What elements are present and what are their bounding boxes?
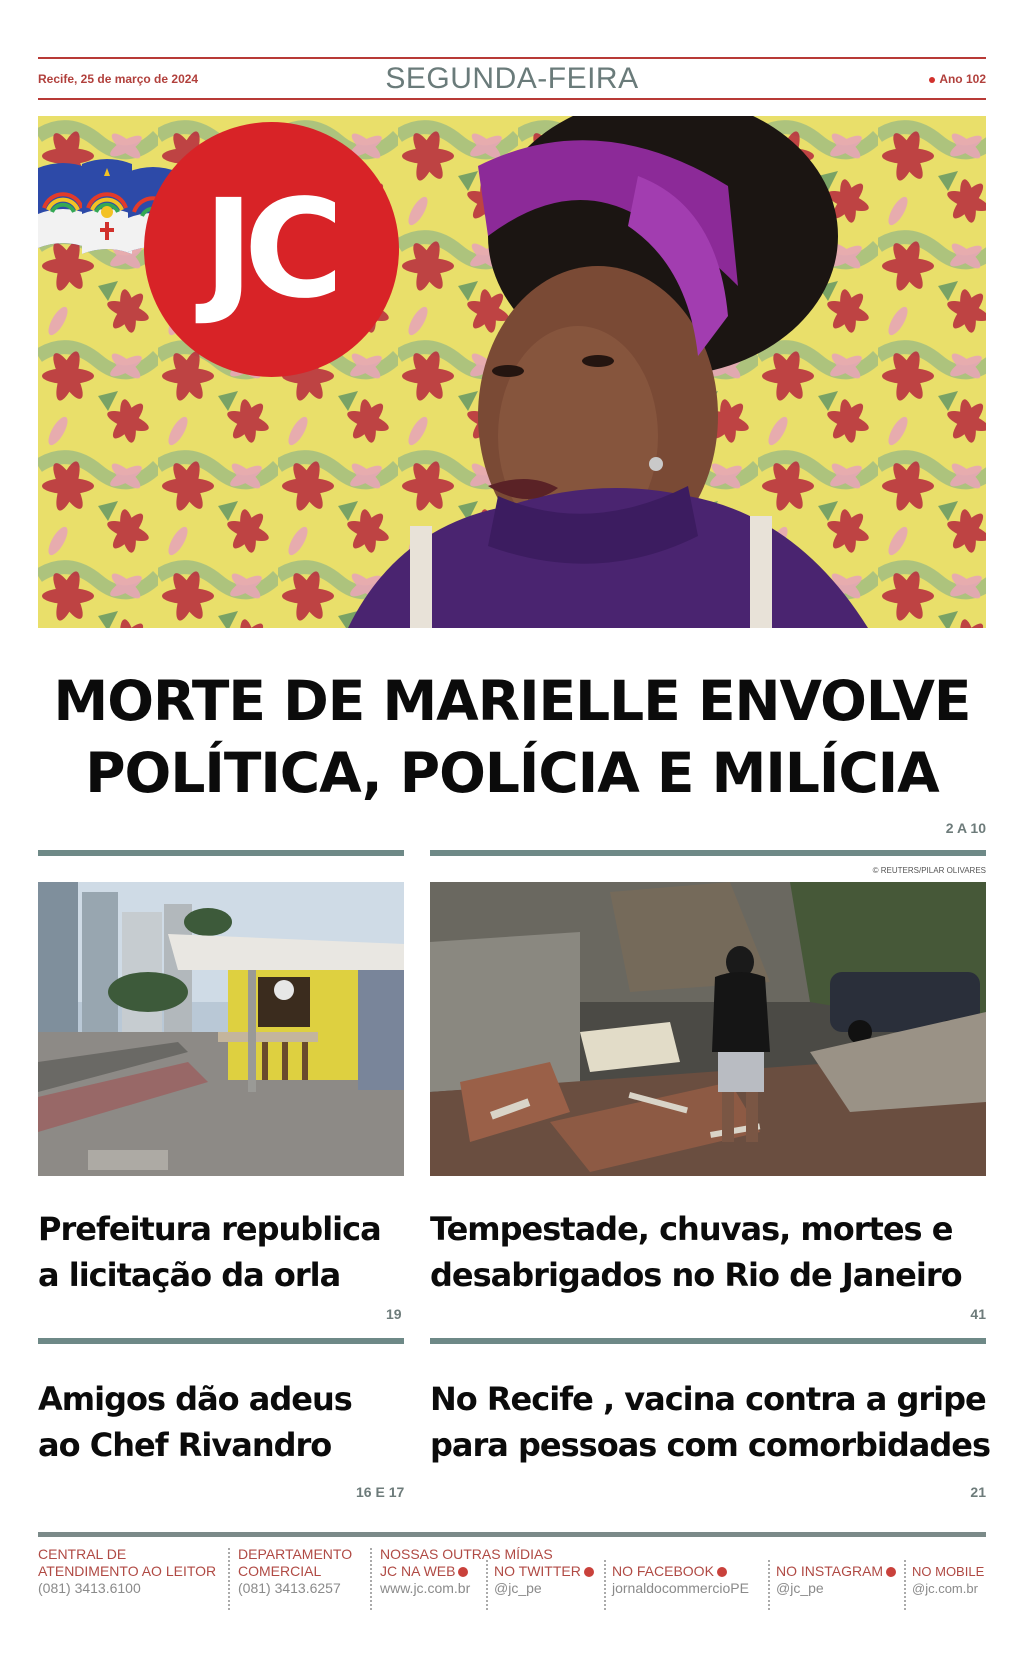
story-rio-headline (430, 1206, 962, 1298)
facebook-icon (717, 1567, 727, 1577)
footer-web-label-text: JC NA WEB (380, 1563, 456, 1579)
footer-separator (904, 1560, 906, 1610)
edition-year-text: Ano 102 (939, 72, 986, 86)
footer-rule (38, 1532, 986, 1537)
footer-instagram-label-text: NO INSTAGRAM (776, 1563, 884, 1579)
story-chef-line2: ao Chef Rivandro (38, 1426, 332, 1464)
footer-separator (370, 1548, 372, 1610)
story-orla-headline (38, 1206, 381, 1298)
story-orla-line2: a licitação da orla (38, 1256, 341, 1294)
footer-separator (768, 1560, 770, 1610)
main-headline (38, 665, 986, 809)
story-orla-pages: 19 (386, 1306, 402, 1322)
header-top-rule (38, 57, 986, 59)
jc-logo (144, 122, 399, 377)
footer-separator (486, 1560, 488, 1610)
bullet-icon (929, 77, 935, 83)
web-icon (458, 1567, 468, 1577)
footer-central-label-2: ATENDIMENTO AO LEITOR (38, 1563, 217, 1579)
footer-commercial-label-2: COMERCIAL (238, 1563, 322, 1579)
header-bottom-rule (38, 98, 986, 100)
footer-facebook (612, 1563, 749, 1597)
story-vacina-headline (430, 1376, 990, 1468)
kiosk-photo (38, 882, 404, 1176)
twitter-icon (584, 1567, 594, 1577)
footer-other-media-label: NOSSAS OUTRAS MÍDIAS (380, 1546, 553, 1562)
footer-commercial (238, 1546, 352, 1597)
footer-web-link[interactable]: www.jc.com.br (380, 1580, 471, 1596)
storm-photo (430, 882, 986, 1176)
footer-central-phone[interactable]: (081) 3413.6100 (38, 1580, 141, 1596)
jc-logo-text: JC (203, 170, 334, 329)
footer-separator (604, 1560, 606, 1610)
edition-date: Recife, 25 de março de 2024 (38, 72, 199, 86)
story-vacina-line1: No Recife , vacina contra a gripe (430, 1380, 986, 1418)
hero-photo (38, 116, 986, 628)
footer-facebook-link[interactable]: jornaldocommercioPE (612, 1580, 749, 1596)
footer-separator (228, 1548, 230, 1610)
kiosk-photo-image (38, 882, 404, 1176)
edition-year (929, 72, 986, 86)
footer-commercial-phone[interactable]: (081) 3413.6257 (238, 1580, 341, 1596)
story-rio-line1: Tempestade, chuvas, mortes e (430, 1210, 953, 1248)
photo-credit: © REUTERS/PILAR OLIVARES (872, 866, 986, 875)
section-rule-left (38, 850, 404, 856)
main-story-pages: 2 A 10 (945, 820, 986, 836)
section-rule-right (430, 850, 986, 856)
footer-central-label-1: CENTRAL DE (38, 1546, 127, 1562)
footer-instagram-link[interactable]: @jc_pe (776, 1580, 824, 1596)
story-orla-line1: Prefeitura republica (38, 1210, 381, 1248)
footer-instagram (776, 1563, 896, 1597)
footer-commercial-label-1: DEPARTAMENTO (238, 1546, 353, 1562)
footer-facebook-label (612, 1563, 749, 1580)
section-rule-right-2 (430, 1338, 986, 1344)
section-rule-left-2 (38, 1338, 404, 1344)
story-rio-line2: desabrigados no Rio de Janeiro (430, 1256, 962, 1294)
footer-mobile-link[interactable]: @jc.com.br (912, 1581, 978, 1596)
story-vacina-line2: para pessoas com comorbidades (430, 1426, 991, 1464)
footer-mobile-label: NO MOBILE (912, 1564, 985, 1579)
story-chef-pages: 16 E 17 (356, 1484, 405, 1500)
footer-facebook-label-text: NO FACEBOOK (612, 1563, 714, 1579)
story-chef-line1: Amigos dão adeus (38, 1380, 352, 1418)
footer-twitter (494, 1563, 594, 1597)
edition-weekday: SEGUNDA-FEIRA (385, 62, 639, 95)
storm-photo-image (430, 882, 986, 1176)
story-chef-headline (38, 1376, 352, 1468)
footer-mobile (912, 1563, 984, 1597)
story-vacina-pages: 21 (970, 1484, 986, 1500)
main-headline-line2: POLÍTICA, POLÍCIA E MILÍCIA (85, 741, 939, 805)
footer-instagram-label (776, 1563, 896, 1580)
footer-twitter-label-text: NO TWITTER (494, 1563, 581, 1579)
footer-twitter-link[interactable]: @jc_pe (494, 1580, 542, 1596)
footer-central (38, 1546, 216, 1597)
instagram-icon (886, 1567, 896, 1577)
story-rio-pages: 41 (970, 1306, 986, 1322)
footer-twitter-label (494, 1563, 594, 1580)
main-headline-line1: MORTE DE MARIELLE ENVOLVE (53, 669, 971, 733)
